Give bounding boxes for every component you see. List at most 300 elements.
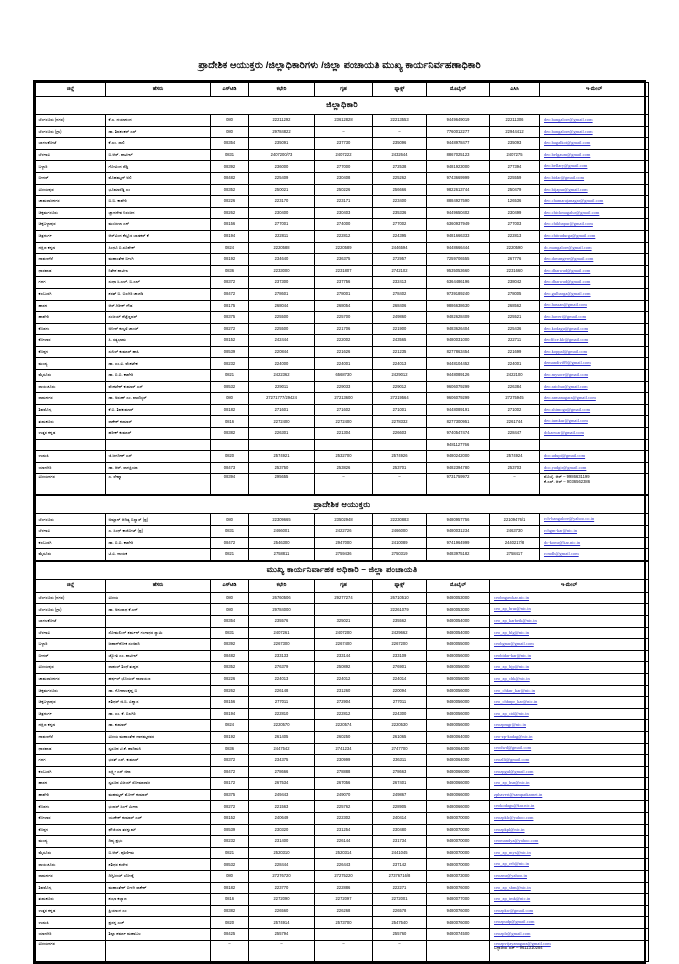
cell-district: ಕಲಬುರಗಿ (36, 537, 106, 549)
cell-fax: 27219564 (373, 393, 427, 405)
cell-fax: 243565 (373, 335, 427, 347)
cell-email (540, 265, 649, 277)
cell-std: 08392 (211, 639, 249, 651)
email-link[interactable]: deo.kodagu@gmail.com (544, 325, 589, 331)
email-link[interactable]: ceo_zp_tmk@nic.in (494, 896, 531, 902)
email-link[interactable]: ceo_zp_karbetk@nic.in (494, 617, 537, 623)
cell-name: ರಾಕೇಶ್ ಕುಮಾರ್ (106, 416, 211, 428)
cell-mobile: 6360937949 (427, 219, 490, 231)
email-link[interactable]: deo.dharwad@gmail.com (544, 267, 591, 273)
cell-home: 233144 (315, 650, 373, 662)
cell-email (540, 323, 649, 335)
cell-email (490, 929, 649, 941)
cell-district: ಶಿವಮೊಗ್ಗ (36, 404, 106, 416)
email-link[interactable]: rch-bangalore@yahoo.co.in (544, 516, 595, 522)
col-header-fax: ಫ್ಯಾಕ್ಸ್ (373, 83, 427, 97)
email-link[interactable]: deo.haveri@gmail.com (544, 314, 587, 320)
email-link[interactable]: ceo_zp_blg@nic.in (494, 629, 530, 635)
cell-fax: 2446594 (373, 242, 427, 254)
cell-std: 08472 (211, 766, 249, 778)
table-row (36, 789, 649, 801)
cell-mobile: 9481923000 (427, 161, 490, 173)
cell-std: 08194 (211, 230, 249, 242)
cell-name: ಡಾ. ಎಂ.ವಿ. ವೆಂಕಟೇಶ (106, 358, 211, 370)
cell-district: ಬೆಳಗಾವಿ (36, 627, 106, 639)
cell-std: 080 (211, 604, 249, 616)
email-link[interactable]: deo.bagalkot@gmail.com (544, 140, 591, 146)
cell-acc: 277003 (490, 219, 540, 231)
cell-std: 0824 (211, 720, 249, 732)
table-row (36, 743, 649, 755)
cell-home (315, 604, 373, 616)
email-link[interactable]: ceo_zp_sbm@nic.in (494, 884, 531, 890)
cell-district: ಕೊಪ್ಪಳ (36, 346, 106, 358)
cell-mobile: 9739189240 (427, 288, 490, 300)
email-link[interactable]: demandivi09@gmail.com (544, 360, 591, 366)
cell-mobile: 9482394780 (427, 462, 490, 474)
cell-district: ಉತ್ತರ ಕನ್ನಡ (36, 428, 106, 440)
cell-district: ಬೆಂಗಳೂರು (36, 514, 106, 526)
email-link[interactable]: ceozpmgr@nic.in (494, 722, 526, 728)
cell-fax: 230480 (373, 824, 427, 836)
cell-name: ಫೌಜಿಯಾ ತರನ್ನುಮ್ (106, 824, 211, 836)
cell-home: 274000 (315, 219, 373, 231)
email-link[interactable]: dco.udupi@gmail.com (544, 453, 586, 459)
cell-district: ಬೆಂಗಳೂರು (ಗ್ರಾ) (36, 604, 106, 616)
cell-office: 277011 (249, 697, 315, 709)
cell-mobile: 9448089126 (427, 370, 490, 382)
cell-std: 0831 (211, 149, 249, 161)
cell-std: 08232 (211, 358, 249, 370)
cell-email (490, 639, 649, 651)
cell-office: 267534 (249, 778, 315, 790)
cell-mobile: 9480076000 (427, 882, 490, 894)
table-row (36, 242, 649, 254)
cell-acc: 2574924 (490, 451, 540, 463)
email-link[interactable]: ceozpvijayanagara@gmail.com (494, 940, 551, 946)
email-link[interactable]: deo.shimoga@gmail.com (544, 406, 591, 412)
cell-acc: 225436 (490, 323, 540, 335)
cell-district: ದಕ್ಷಿಣ ಕನ್ನಡ (36, 242, 106, 254)
cell-acc: 250479 (490, 184, 540, 196)
table-row (36, 416, 649, 428)
cell-email (490, 859, 649, 871)
cell-name: ಜಹಾನ್‌ಶೋಕ ಸಂಜಿವನಿ (106, 639, 211, 651)
cell-name: ಡಾ. ಕುಮಾರ್ (106, 720, 211, 732)
cell-email (540, 300, 649, 312)
cell-mobile: 9480053000 (427, 592, 490, 604)
email-link[interactable]: deo.belgaum@gmail.com (544, 151, 591, 157)
cell-office: 253750 (249, 462, 315, 474)
cell-mobile: 9480070000 (427, 859, 490, 871)
email-link[interactable]: dc-komr@kar.nic.in (544, 539, 581, 545)
cell-fax: 226578 (373, 905, 427, 917)
cell-name: ವೆಂಕಟೇಶ್ ಕುಮಾರ್ ಎಸ್ (106, 381, 211, 393)
email-link[interactable]: deo.gulbarga@gmail.com (544, 290, 591, 296)
cell-fax: 235336 (373, 207, 427, 219)
cell-email (490, 627, 649, 639)
table-row (36, 335, 649, 347)
table-row (36, 847, 649, 859)
cell-email (540, 115, 649, 127)
cell-fax: 228905 (373, 801, 427, 813)
cell-acc: 22944412 (490, 126, 540, 138)
table-header (36, 83, 649, 97)
cell-mobile: 9886638630 (427, 300, 490, 312)
cell-home: 231260 (315, 685, 373, 697)
cell-std: 080 (211, 592, 249, 604)
cell-std: 08272 (211, 323, 249, 335)
cell-fax: 22230883 (373, 514, 427, 526)
cell-email (540, 549, 649, 561)
cell-fax: 224013 (373, 358, 427, 370)
email-link[interactable]: ceo_zp_bjp@nic.in (494, 664, 530, 670)
cell-std: 08532 (211, 381, 249, 393)
email-link[interactable]: ceobidar-kar@nic.in (494, 652, 531, 658)
cell-mobile: 9481127766 (427, 439, 490, 451)
cell-acc: 271002 (490, 404, 540, 416)
table-row (36, 358, 649, 370)
email-link[interactable]: ceobgnar@gmail.com (494, 641, 534, 647)
cell-office: 221563 (249, 801, 315, 813)
cell-district: ಬೆಂಗಳೂರು (ಗ್ರಾ) (36, 126, 106, 138)
cell-district: ಕೊಪ್ಪಳ (36, 824, 106, 836)
cell-mobile: 9481666333 (427, 230, 490, 242)
cell-mobile: 9480957756 (427, 514, 490, 526)
cell-name: ಜ್ಞಾನದೇವ ನಿರಂಜನ (106, 207, 211, 219)
email-link[interactable]: ceo_zp_mys@nic.in (494, 849, 531, 855)
email-link[interactable]: rchgm-kar@nic.in (544, 527, 578, 533)
cell-name: ಡಾ. ಗೋಪಾಲಕೃಷ್ಣ ಬಿ (106, 685, 211, 697)
email-link[interactable]: deo.chikbapur@gmail.com (544, 221, 593, 227)
email-link[interactable]: ceozlli@gmail.com (494, 757, 530, 763)
cell-std: 08156 (211, 219, 249, 231)
cell-std: 08272 (211, 801, 249, 813)
cell-fax: 232413 (373, 277, 427, 289)
table-row (36, 254, 649, 266)
cell-district: ಬಾಗಲಕೋಟೆ (36, 138, 106, 150)
email-link[interactable]: ceo_zp_chk@nic.in (494, 675, 530, 681)
cell-email (540, 312, 649, 324)
email-link[interactable]: deo.bidar@gmail.com (544, 174, 585, 180)
table-row (36, 514, 649, 526)
table-row (36, 207, 649, 219)
table-row (36, 346, 649, 358)
cell-office: 228444 (249, 859, 315, 871)
cell-mobile: 9480074500 (427, 929, 490, 941)
cell-office: 2220588 (249, 242, 315, 254)
page-title: ಪ್ರಾದೇಶಿಕ ಆಯುಕ್ತರು /ಜಿಲ್ಲಾಧಿಕಾರಿಗಳು /ಜಿಲ್ಲಾ ಪಂಚಾಯತಿ ಮುಖ್ಯ ಕಾರ್ಯನಿರ್ವಹಣಾಧಿಕಾರಿ (198, 60, 481, 71)
cell-district: ದಕ್ಷಿಣ ಕನ್ನಡ (36, 720, 106, 732)
cell-name: ಶಶಿಧರ್ ಜಿ.ಬಿ. ವಿಶ್ವಾಸ (106, 697, 211, 709)
cell-std (211, 439, 249, 451)
cell-name (106, 439, 211, 451)
cell-email (540, 126, 649, 138)
cell-name: ಆರ್.ಗಿರೀಶ್ ಗೌಡ (106, 300, 211, 312)
cell-district: ಗದಗ (36, 277, 106, 289)
cell-mobile: 9480055000 (427, 639, 490, 651)
cell-name: ಶಶಿಧರ ಕುರೇರ (106, 859, 211, 871)
cell-office: 223770 (249, 882, 315, 894)
email-link[interactable]: ceo_zp_hsn@nic.in (494, 780, 530, 786)
cell-fax: 2742102 (373, 265, 427, 277)
cell-fax: 278663 (373, 766, 427, 778)
cell-office: 2466001 (249, 526, 315, 538)
email-link[interactable]: dckarwar@gmail.com (544, 430, 584, 436)
cell-district: ಹಾಸನ (36, 778, 106, 790)
cell-std: 08482 (211, 172, 249, 184)
cell-fax: 2429662 (373, 627, 427, 639)
cell-office: 234375 (249, 755, 315, 767)
email-link[interactable]: deo.chamarajanagar@gmail.com (544, 198, 604, 204)
cell-district: ಬಾಗಲಕೋಟೆ (36, 615, 106, 627)
cell-home: 27275220 (315, 871, 373, 883)
table-row (36, 230, 649, 242)
cell-office: 220844 (249, 346, 315, 358)
cell-acc: 2758417 (490, 549, 540, 561)
cell-office: 29784822 (249, 126, 315, 138)
email-link[interactable]: ceozplr@gmail.com (494, 930, 531, 936)
cell-acc: – (490, 474, 540, 496)
cell-email (540, 370, 649, 382)
cell-home: 250892 (315, 662, 373, 674)
email-link[interactable]: ceozpgul@gmail.com (494, 768, 534, 774)
email-link[interactable]: ceobngawkar.nic.in (494, 594, 530, 600)
cell-acc: 226384 (490, 381, 540, 393)
email-link[interactable]: deo.bellary@gmail.com (544, 163, 588, 169)
cell-home (315, 929, 373, 941)
cell-office: 237300 (249, 277, 315, 289)
email-link[interactable]: deoffice.klr@gmail.com (544, 337, 589, 343)
cell-name: ಡಾ. ಅನುರಾಧ ಕೆ.ಎನ್ (106, 604, 211, 616)
cell-fax: 255760 (373, 929, 427, 941)
cell-email (540, 358, 649, 370)
col-header-email: ಇ-ಮೇಲ್ (540, 83, 649, 97)
email-link[interactable]: ceozmr@yahoo.in (494, 873, 527, 879)
cell-district: ವಿಜಯನಗರ (36, 940, 106, 961)
table-row (36, 604, 649, 616)
cell-email (540, 474, 649, 496)
cell-office: 2758811 (249, 549, 315, 561)
cell-district: ದಾವಣಗೆರೆ (36, 254, 106, 266)
directory-table (35, 82, 649, 962)
email-link[interactable]: ceodwd@gmail.com (494, 745, 532, 751)
cell-email (540, 346, 649, 358)
cell-acc: 277394 (490, 161, 540, 173)
cell-name: ನಿತೇಶ ಪಾಟೀಲ (106, 265, 211, 277)
cell-mobile: 9606079299 (427, 393, 490, 405)
cell-district: ಚಿಕ್ಕಮಗಳೂರು (36, 685, 106, 697)
cell-district: ಚಿಕ್ಕಬಳ್ಳಾಪುರ (36, 219, 106, 231)
cell-acc: 222711 (490, 335, 540, 347)
cell-fax: 2750319 (373, 549, 427, 561)
cell-name: ಭೂಮಾರೆಡ್ಡಿ ಎಂ (106, 184, 211, 196)
repeated-header-row (36, 579, 649, 592)
email-link[interactable]: dc.mangalore@gmail.com (544, 244, 592, 250)
email-link[interactable]: deo.bangalore@gmail.com (544, 128, 593, 134)
cell-email (540, 138, 649, 150)
cell-name: ಯುಕೇಶ್ ಕುಮಾರ್ ಎಚ್ (106, 813, 211, 825)
cell-fax: 22261079 (373, 604, 427, 616)
cell-home: 2272400 (315, 416, 373, 428)
cell-acc: 2463730 (490, 526, 540, 538)
cell-std: 08372 (211, 755, 249, 767)
cell-office: 230400 (249, 207, 315, 219)
cell-district: ದಾವಣಗೆರೆ (36, 731, 106, 743)
cell-office: 249443 (249, 789, 315, 801)
cell-office: 261405 (249, 731, 315, 743)
cell-email (490, 917, 649, 929)
cell-email (490, 604, 649, 616)
email-link[interactable]: deo.davangere@gmail.com (544, 256, 594, 262)
cell-acc: 22109476/1 (490, 514, 540, 526)
table-row (36, 720, 649, 732)
cell-fax: 272957 (373, 254, 427, 266)
email-link[interactable]: ceozpklr@yahoo.com (494, 815, 534, 821)
cell-email (490, 755, 649, 767)
cell-std: 080 (211, 514, 249, 526)
email-link[interactable]: ceo_zp_reh@nic.in (494, 861, 530, 867)
email-link[interactable]: deo.chitradurga@gmail.com (544, 232, 596, 238)
cell-email (540, 288, 649, 300)
cell-home: 222812 (315, 708, 373, 720)
cell-name: ಡಾ. ಎಂ. ಕೆ. ಬಿಲಗಿರಿ (106, 708, 211, 720)
cell-mobile: 9480056000 (427, 673, 490, 685)
cell-district: ಬೆಂಗಳೂರು (ನಗರ) (36, 592, 106, 604)
email-link[interactable]: ceo_chbnpr_kar@nic.in (494, 699, 538, 705)
table-row (36, 184, 649, 196)
cell-std: 08232 (211, 836, 249, 848)
email-link[interactable]: rcmdh@gmail.com (544, 551, 579, 557)
cell-std: 0836 (211, 743, 249, 755)
table-row (36, 393, 649, 405)
cell-mobile (427, 940, 490, 961)
cell-name: ಗೋವಿಂದ ರೆಡ್ಡಿ (106, 161, 211, 173)
cell-std: 08192 (211, 731, 249, 743)
email-link[interactable]: deo.raichur@gmail.com (544, 383, 588, 389)
cell-std: – (211, 940, 249, 961)
cell-fax: 2267200 (373, 639, 427, 651)
email-link[interactable]: deo.koppal@gmail.com (544, 348, 588, 354)
col-header-district: ಜಿಲ್ಲೆ (36, 83, 106, 97)
cell-office: 26760506 (249, 592, 315, 604)
email-link[interactable]: deo.mysore@gmail.com (544, 372, 589, 378)
cell-mobile: 9480031000 (427, 335, 490, 347)
email-link[interactable]: ceo-zp-kadag@nic.in (494, 733, 533, 739)
cell-name: ಲಕ್ಷ್ಮೀ ಎಸ್ ಜಿನಾ (106, 766, 211, 778)
cell-std: 08473 (211, 462, 249, 474)
cell-acc: 2231660 (490, 265, 540, 277)
cell-home: 230999 (315, 755, 373, 767)
cell-home: 236375 (315, 254, 373, 266)
cell-office (249, 439, 315, 451)
cell-office: 2447542 (249, 743, 315, 755)
cell-fax: 2272001 (373, 894, 427, 906)
cell-email (490, 836, 649, 848)
cell-office: 29784000 (249, 604, 315, 616)
header-row (36, 83, 649, 97)
cell-district: ಧಾರವಾಡ (36, 743, 106, 755)
cell-home: – (315, 474, 373, 496)
email-link[interactable]: dco.yadgir@gmail.com (544, 464, 587, 470)
email-link[interactable]: ceokodagu@kar.nic.in (494, 803, 535, 809)
table-row (36, 381, 649, 393)
cell-home: 2407222 (315, 149, 373, 161)
cell-name: ಸುನಿಲ್ ಕುಮಾರ್ ಹಾಸಿ (106, 346, 211, 358)
cell-name (106, 615, 211, 627)
cell-email (490, 685, 649, 697)
email-link[interactable]: ceo_chknr_kar@nic.in (494, 687, 536, 693)
cell-std: 0820 (211, 451, 249, 463)
email-link[interactable]: zphaveri@sampatkarnet.in (494, 791, 543, 797)
cell-home: 268054 (315, 300, 373, 312)
email-link[interactable]: ceo_zp_brur@nic.in (494, 606, 531, 612)
cell-home: 231254 (315, 824, 373, 836)
cell-office: 255794 (249, 929, 315, 941)
cell-mobile: 9743669999 (427, 172, 490, 184)
cell-email (540, 439, 649, 451)
email-link[interactable]: ceozpkw@gmail.com (494, 907, 534, 913)
cell-district: ಕಲಬುರಗಿ (36, 766, 106, 778)
cell-office: 2520310 (249, 847, 315, 859)
cell-mobile: 6364486196 (427, 277, 490, 289)
cell-office: 225500 (249, 323, 315, 335)
cell-district: ಚಿಕ್ಕಬಳ್ಳಾಪುರ (36, 697, 106, 709)
email-link[interactable]: deo.hassan@gmail.com (544, 302, 587, 308)
table-row (36, 894, 649, 906)
cell-office: 271601 (249, 404, 315, 416)
table-row (36, 172, 649, 184)
cell-office: 278601 (249, 288, 315, 300)
cell-name: ವಿಜಯ (106, 592, 211, 604)
cell-email (540, 149, 649, 161)
email-link[interactable]: ceozpkpl@nic.in (494, 826, 525, 832)
cell-district: ಯಾದಗಿರಿ (36, 929, 106, 941)
cell-mobile: 9480066000 (427, 801, 490, 813)
cell-std: 08172 (211, 778, 249, 790)
email-link[interactable]: deo.tumkur@gmail.com (544, 418, 588, 424)
cell-mobile: 9480056000 (427, 662, 490, 674)
cell-fax: 2410089 (373, 537, 427, 549)
email-link[interactable]: ceozpudp@gmail.com (494, 919, 535, 925)
email-link[interactable]: deo.bijapur@gmail.com (544, 186, 588, 192)
cell-name: ಬಿ.ಬಿ. ಕಾವೇರಿ (106, 196, 211, 208)
cell-mobile: 9480066000 (427, 789, 490, 801)
cell-mobile: 9448089191 (427, 404, 490, 416)
cell-std: 08192 (211, 254, 249, 266)
email-link[interactable]: deo.dharwad@gmail.com (544, 279, 591, 285)
email-link[interactable]: ceomandya@yahoo.com (494, 838, 539, 844)
table-row (36, 288, 649, 300)
cell-home: 223171 (315, 196, 373, 208)
cell-std: 08182 (211, 404, 249, 416)
cell-acc (490, 439, 540, 451)
table-row (36, 462, 649, 474)
cell-email (490, 871, 649, 883)
email-link[interactable]: ceo_zp_ctd@nic.in (494, 710, 529, 716)
table-row (36, 549, 649, 561)
cell-std: 0821 (211, 370, 249, 382)
email-link[interactable]: deo.bangalore@gmail.com (544, 116, 593, 122)
cell-email (490, 940, 649, 961)
cell-home: 2267400 (315, 639, 373, 651)
cell-office: 224000 (249, 358, 315, 370)
email-link[interactable]: deo.chickmagalur@gmail.com (544, 209, 600, 215)
cell-fax: 231734 (373, 836, 427, 848)
cell-name: ಎ. ರೇಷ್ಮಾ (106, 474, 211, 496)
cell-home (315, 439, 373, 451)
email-link[interactable]: deo.ramanagara@gmail.com (544, 395, 596, 401)
